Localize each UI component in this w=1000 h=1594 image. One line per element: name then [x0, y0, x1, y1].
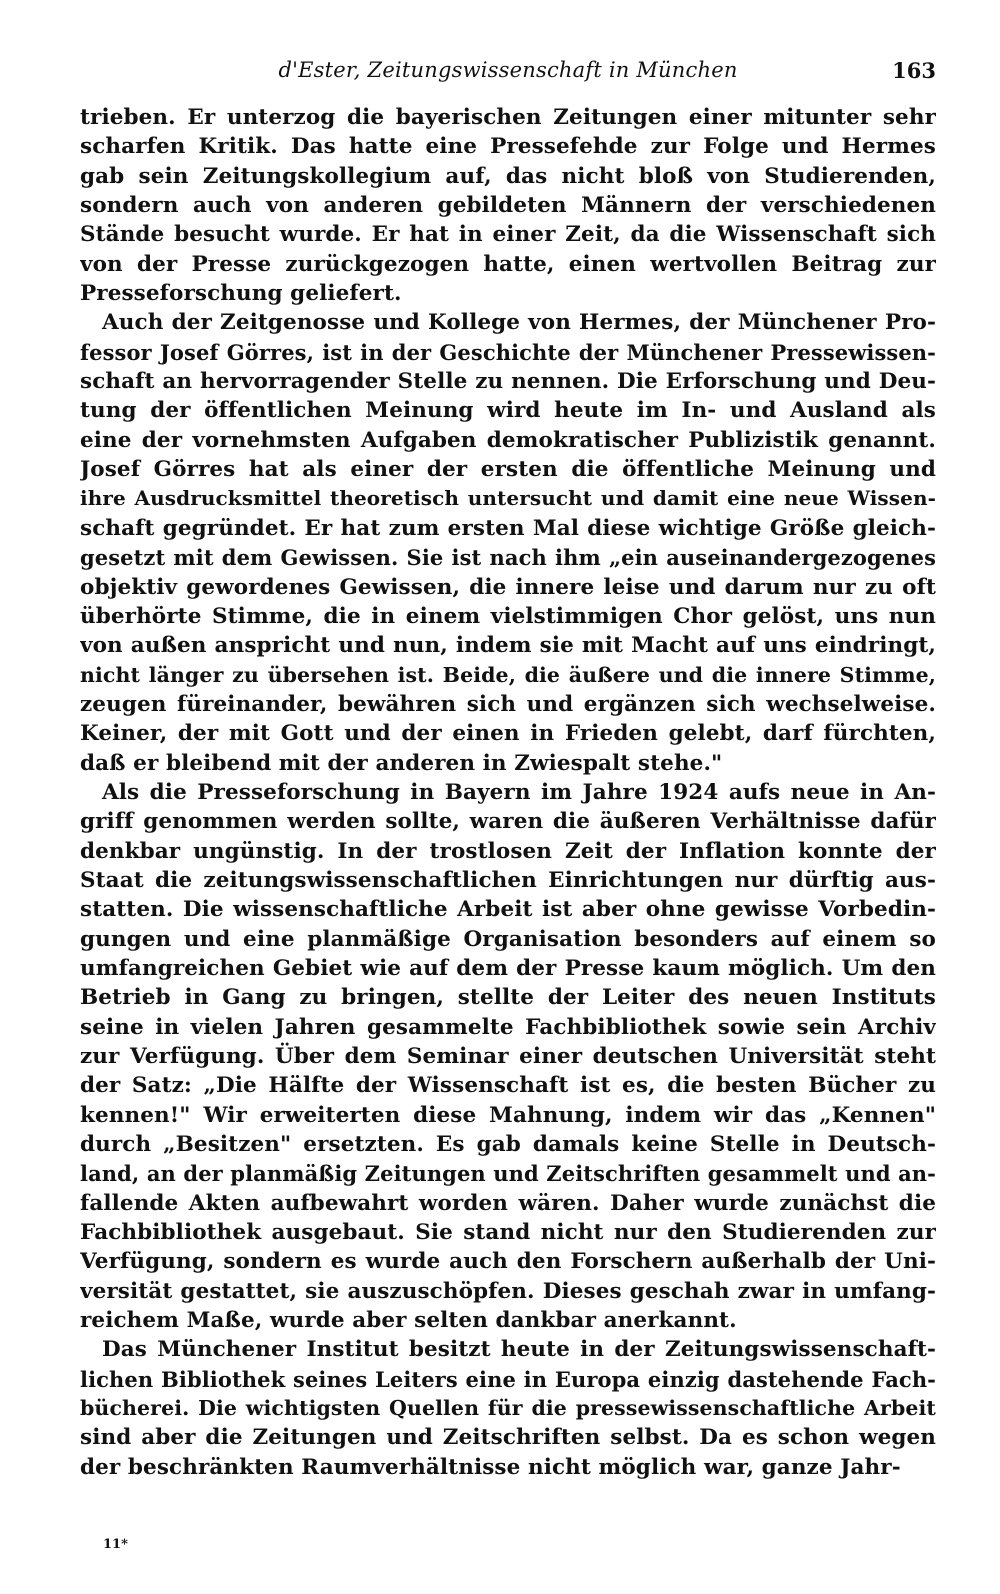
- text-line: zur Verfügung. Über dem Seminar einer deutschen Universität steht: [80, 1044, 936, 1069]
- text-line: daß er bleibend mit der anderen in Zwiespalt stehe.": [80, 750, 723, 776]
- page-number: 163: [892, 58, 936, 83]
- text-line: gesetzt mit dem Gewissen. Sie ist nach ihm „ein auseinandergezogenes: [80, 545, 936, 571]
- text-line: sondern auch von anderen gebildeten Männern der verschiedenen: [80, 193, 936, 219]
- text-line: von der Presse zurückgezogen hatte, einen wertvollen Beitrag zur: [80, 251, 936, 277]
- text-line: Auch der Zeitgenosse und Kollege von Hermes, der Münchener Pro-: [102, 310, 936, 336]
- paragraph: [80, 308, 936, 778]
- paragraph: [80, 1335, 936, 1482]
- text-line: denkbar ungünstig. In der trostlosen Zeit der Inflation konnte der: [80, 838, 936, 864]
- text-line: Verfügung, sondern es wurde auch den Forschern außerhalb der Uni-: [80, 1249, 936, 1275]
- running-head: [80, 58, 936, 90]
- text-line: lichen Bibliothek seines Leiters eine in Europa einzig dastehende Fach-: [80, 1366, 936, 1392]
- text-line: gab sein Zeitungskollegium auf, das nicht bloß von Studierenden,: [80, 163, 936, 189]
- text-line: fallende Akten aufbewahrt worden wären. Daher wurde zunächst die: [80, 1190, 936, 1216]
- text-line: nicht länger zu übersehen ist. Beide, die äußere und die innere Stimme,: [80, 662, 936, 687]
- text-line: seine in vielen Jahren gesammelte Fachbibliothek sowie sein Archiv: [80, 1014, 936, 1040]
- text-line: Als die Presseforschung in Bayern im Jahre 1924 aufs neue in An-: [102, 779, 936, 805]
- text-line: fessor Josef Görres, ist in der Geschichte der Münchener Pressewissen-: [80, 339, 936, 365]
- text-line: Stände besucht wurde. Er hat in einer Zeit, da die Wissenschaft sich: [80, 222, 936, 248]
- text-line: Staat die zeitungswissenschaftlichen Einrichtungen nur dürftig aus-: [80, 867, 936, 893]
- running-title: d'Ester, Zeitungswissenschaft in München: [278, 58, 738, 82]
- text-line: schaft an hervorragender Stelle zu nennen. Die Erforschung und Deu-: [80, 369, 936, 395]
- printer-signature: 11*: [103, 1537, 128, 1552]
- text-line: der Satz: „Die Hälfte der Wissenschaft ist es, die besten Bücher zu: [80, 1073, 936, 1099]
- paragraph: [80, 778, 936, 1336]
- text-line: Josef Görres hat als einer der ersten die öffentliche Meinung und: [80, 457, 936, 483]
- text-line: tung der öffentlichen Meinung wird heute im In- und Ausland als: [80, 398, 936, 424]
- text-line: kennen!" Wir erweiterten diese Mahnung, indem wir das „Kennen": [80, 1102, 936, 1128]
- text-line: objektiv gewordenes Gewissen, die innere leise und darum nur zu oft: [80, 574, 936, 600]
- paragraph: [80, 103, 936, 308]
- text-line: Presseforschung geliefert.: [80, 281, 402, 307]
- text-line: Betrieb in Gang zu bringen, stellte der Leiter des neuen Instituts: [80, 985, 936, 1011]
- text-line: gungen und eine planmäßige Organisation besonders auf einem so: [80, 926, 936, 952]
- text-line: Keiner, der mit Gott und der einen in Frieden gelebt, darf fürchten,: [80, 721, 936, 747]
- text-line: Fachbibliothek ausgebaut. Sie stand nicht nur den Studierenden zur: [80, 1220, 936, 1246]
- text-line: statten. Die wissenschaftliche Arbeit ist aber ohne gewisse Vorbedin-: [80, 897, 936, 923]
- text-line: reichem Maße, wurde aber selten dankbar anerkannt.: [80, 1308, 737, 1334]
- text-line: durch „Besitzen" ersetzten. Es gab damals keine Stelle in Deutsch-: [80, 1132, 936, 1158]
- text-line: Das Münchener Institut besitzt heute in der Zeitungswissenschaft-: [102, 1337, 936, 1363]
- text-line: schaft gegründet. Er hat zum ersten Mal diese wichtige Größe gleich-: [80, 515, 936, 541]
- text-line: ihre Ausdrucksmittel theoretisch untersucht und damit eine neue Wissen-: [80, 486, 936, 511]
- text-line: land, an der planmäßig Zeitungen und Zeitschriften gesammelt und an-: [80, 1161, 936, 1187]
- text-line: bücherei. Die wichtigsten Quellen für die pressewissenschaftliche Arbeit: [80, 1396, 936, 1421]
- text-line: sind aber die Zeitungen und Zeitschriften selbst. Da es schon wegen: [80, 1425, 936, 1451]
- text-line: trieben. Er unterzog die bayerischen Zeitungen einer mitunter sehr: [80, 105, 936, 130]
- text-line: eine der vornehmsten Aufgaben demokratischer Publizistik genannt.: [80, 427, 936, 453]
- text-line: umfangreichen Gebiet wie auf dem der Presse kaum möglich. Um den: [80, 955, 936, 981]
- text-line: von außen anspricht und nun, indem sie mit Macht auf uns eindringt,: [80, 633, 936, 659]
- text-line: versität gestattet, sie auszuschöpfen. Dieses geschah zwar in umfang-: [80, 1278, 936, 1304]
- text-line: überhörte Stimme, die in einem vielstimmigen Chor gelöst, uns nun: [80, 603, 936, 629]
- body-text: [80, 103, 936, 1482]
- text-line: griff genommen werden sollte, waren die äußeren Verhältnisse dafür: [80, 809, 936, 835]
- text-line: zeugen füreinander, bewähren sich und ergänzen sich wechselweise.: [80, 691, 936, 717]
- text-line: scharfen Kritik. Das hatte eine Pressefehde zur Folge und Hermes: [80, 134, 936, 160]
- text-line: der beschränkten Raumverhältnisse nicht möglich war, ganze Jahr-: [80, 1454, 901, 1480]
